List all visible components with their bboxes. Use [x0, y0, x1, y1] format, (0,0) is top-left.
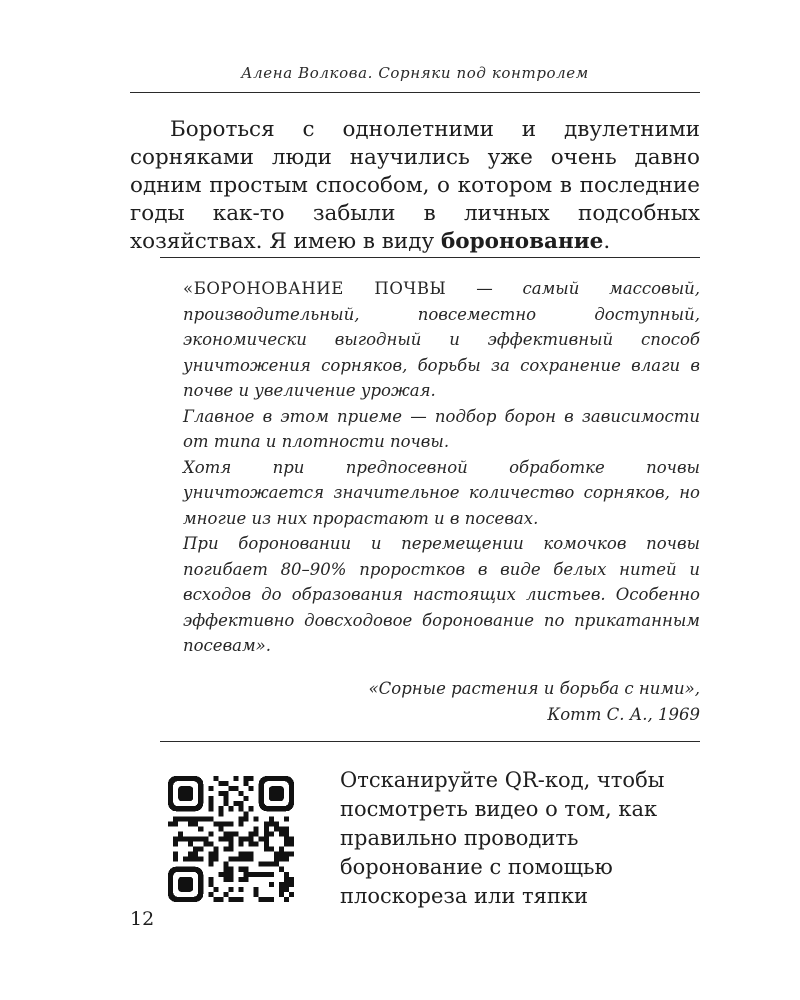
quote-paragraph-4: При бороновании и перемещении комочков почвы погибает 80–90% проростков в виде белых нитей и всходов до образования настоящих листьев. Особенно эффективно довсходовое боронование по прикатанным посевам».: [183, 534, 700, 655]
quote-lead-caps: «БОРОНОВАНИЕ ПОЧВЫ: [183, 279, 447, 298]
source-title: «Сорные растения и борьба с ними»,: [368, 679, 700, 698]
page-number: 12: [130, 908, 155, 930]
quote-divider-bottom: [160, 741, 700, 742]
quote-paragraph-1: [183, 276, 700, 404]
qr-finder-top-left: [168, 776, 203, 811]
qr-finder-top-right: [259, 776, 294, 811]
quote-source: [183, 676, 700, 728]
running-head: Алена Волкова. Сорняки под контролем: [241, 64, 589, 82]
quote-block: [183, 276, 700, 659]
source-author: Котт С. А., 1969: [547, 705, 700, 724]
header-divider: [130, 92, 700, 93]
intro-end: .: [603, 229, 611, 254]
quote-divider-top: [160, 257, 700, 258]
quote-paragraph-3: Хотя при предпосевной обработке почвы уничтожается значительное количество сорняков, но многие из них прорастают и в посевах.: [183, 457, 700, 528]
qr-code: [168, 776, 294, 902]
intro-text: Бороться с однолетними и двулетними сорняками люди научились уже очень давно одним простым способом, о котором в последние годы как-то забыли в личных подсобных хозяйствах. Я имею в виду: [130, 117, 700, 254]
qr-finder-bottom-left: [168, 867, 203, 902]
qr-caption: Отсканируйте QR-код, чтобы посмотреть видео о том, как правильно проводить боронование с помощью плоскореза или тяпки: [340, 768, 665, 908]
intro-paragraph: [130, 116, 700, 256]
intro-emphasis: боронование: [440, 229, 604, 254]
quote-paragraph-2: Главное в этом приеме — подбор борон в зависимости от типа и плотности почвы.: [183, 406, 700, 451]
quote-paragraph-1-text: — самый массовый, производительный, повсеместно доступный, экономически выгодный и эффективный способ уничтожения сорняков, борьбы за сохранение влаги в почве и увеличение урожая.: [183, 279, 701, 400]
